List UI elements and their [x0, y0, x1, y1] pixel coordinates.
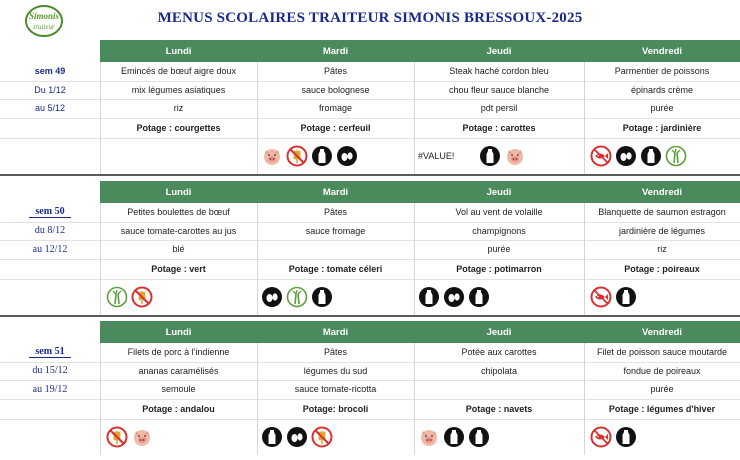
day-label: Jeudi [486, 326, 512, 338]
meal-cell [257, 81, 414, 100]
week-from [0, 81, 100, 100]
potage-blank [0, 399, 100, 420]
meal-cell [414, 240, 584, 259]
milk-icon [443, 426, 465, 448]
no-gluten-icon [106, 426, 128, 448]
column-divider [257, 203, 258, 315]
meal-cell [414, 62, 584, 81]
pig-icon [131, 426, 153, 448]
header-day-vendredi [584, 40, 740, 62]
day-label: Lundi [165, 186, 192, 198]
no-fish-icon [590, 426, 612, 448]
header-blank [0, 40, 100, 62]
potage-label: Potage : tomate céleri [288, 263, 383, 274]
meal-cell [100, 343, 257, 362]
pig-icon [418, 426, 440, 448]
day-label: Vendredi [641, 186, 683, 198]
meal-cell [100, 62, 257, 81]
allergen-cell [257, 138, 414, 174]
meal-item: ananas caramélisés [138, 365, 219, 376]
meal-cell [100, 222, 257, 241]
potage-cell [257, 259, 414, 280]
column-divider [414, 203, 415, 315]
meal-cell [257, 203, 414, 222]
meal-item: Blanquette de saumon estragon [598, 207, 726, 218]
header-day-jeudi [414, 181, 585, 203]
meal-item: Emincés de bœuf aigre doux [120, 66, 237, 77]
week-to [0, 240, 100, 259]
meal-item: Steak haché cordon bleu [449, 66, 549, 77]
pig-icon [261, 145, 283, 167]
week-from [0, 362, 100, 381]
meal-cell [584, 62, 740, 81]
icons-blank [0, 138, 100, 174]
week-text: du 8/12 [34, 225, 66, 237]
week-text: au 19/12 [32, 383, 68, 395]
svg-text:Simonis: Simonis [28, 11, 60, 21]
header-day-lundi [100, 181, 258, 203]
day-label: Vendredi [641, 326, 683, 338]
milk-icon [418, 286, 440, 308]
milk-icon [640, 145, 662, 167]
week-to [0, 380, 100, 399]
week-from [0, 222, 100, 241]
column-divider [100, 62, 101, 174]
allergen-cell [414, 419, 584, 455]
potage-label: Potage : légumes d'hiver [608, 403, 716, 414]
meal-item: Pâtes [323, 207, 347, 218]
potage-label: Potage : jardinière [622, 122, 702, 133]
column-divider [584, 62, 585, 174]
meal-cell [257, 380, 414, 399]
meal-cell [257, 99, 414, 118]
potage-cell [257, 118, 414, 139]
meal-cell [257, 362, 414, 381]
meal-cell [584, 362, 740, 381]
week-text: au 5/12 [34, 103, 66, 114]
meal-cell [584, 240, 740, 259]
meal-item: Filets de porc à l'indienne [127, 347, 230, 358]
meal-cell [100, 203, 257, 222]
meal-cell [257, 222, 414, 241]
header-day-lundi [100, 40, 258, 62]
header-day-jeudi [414, 321, 585, 343]
week-text: sem 50 [29, 206, 70, 218]
meal-item: purée [487, 244, 511, 255]
week-text: Du 1/12 [34, 84, 66, 95]
potage-cell [584, 259, 740, 280]
header-day-lundi [100, 321, 258, 343]
meal-item: semoule [161, 384, 196, 395]
milk-icon [311, 145, 333, 167]
page-title: MENUS SCOLAIRES TRAITEUR SIMONIS BRESSOUX-2025 [157, 10, 583, 26]
meal-cell [414, 203, 584, 222]
meal-cell [100, 99, 257, 118]
grid-line [0, 174, 740, 176]
meal-item: sauce bolognese [301, 84, 370, 95]
pig-icon [504, 145, 526, 167]
no-fish-icon [590, 145, 612, 167]
meal-item: riz [657, 244, 667, 255]
potage-cell [100, 399, 257, 420]
meal-item: blé [172, 244, 185, 255]
potage-blank [0, 118, 100, 139]
celery-icon [286, 286, 308, 308]
week-label [0, 343, 100, 362]
cell-error-value: #VALUE! [418, 151, 455, 161]
meal-cell [257, 343, 414, 362]
meal-cell [584, 222, 740, 241]
week-to [0, 99, 100, 118]
header-day-jeudi [414, 40, 585, 62]
day-label: Lundi [165, 45, 192, 57]
meal-item: sauce fromage [305, 225, 366, 236]
meal-item: chipolata [480, 365, 518, 376]
meal-item: Vol au vent de volaille [455, 207, 543, 218]
meal-cell [584, 99, 740, 118]
day-label: Jeudi [486, 45, 512, 57]
header-day-vendredi [584, 181, 740, 203]
week-text: du 15/12 [32, 365, 68, 377]
potage-label: Potage : carottes [462, 122, 536, 133]
potage-label: Potage : andalou [142, 403, 215, 414]
week-label [0, 203, 100, 222]
meal-cell [414, 362, 584, 381]
header-day-mardi [257, 321, 415, 343]
meal-item: purée [650, 384, 674, 395]
meal-cell [100, 240, 257, 259]
meal-item: Pâtes [323, 347, 347, 358]
icons-blank [0, 419, 100, 455]
egg-icon [443, 286, 465, 308]
allergen-cell [584, 419, 740, 455]
potage-label: Potage : navets [465, 403, 533, 414]
allergen-cell [100, 419, 257, 455]
allergen-cell [257, 419, 414, 455]
icons-blank [0, 279, 100, 315]
week-text: au 12/12 [32, 243, 68, 255]
meal-item: sauce tomate-carottes au jus [120, 225, 237, 236]
potage-label: Potage : potimarron [456, 263, 542, 274]
header-day-vendredi [584, 321, 740, 343]
column-divider [584, 343, 585, 455]
meal-cell [584, 81, 740, 100]
meal-item: pdt persil [480, 103, 518, 114]
day-label: Mardi [322, 186, 349, 198]
week-label [0, 62, 100, 81]
allergen-cell [584, 279, 740, 315]
meal-item: chou fleur sauce blanche [448, 84, 550, 95]
meal-cell [584, 203, 740, 222]
allergen-cell [257, 279, 414, 315]
egg-icon [336, 145, 358, 167]
meal-cell [414, 222, 584, 241]
meal-item: épinards crème [630, 84, 694, 95]
column-divider [100, 343, 101, 455]
meal-item: riz [173, 103, 184, 114]
meal-cell [414, 380, 584, 399]
column-divider [584, 203, 585, 315]
column-divider [100, 203, 101, 315]
header-day-mardi [257, 40, 415, 62]
milk-icon [479, 145, 501, 167]
meal-cell [584, 380, 740, 399]
allergen-cell [414, 279, 584, 315]
meal-cell [257, 240, 414, 259]
column-divider [257, 62, 258, 174]
meal-item: Pâtes [323, 66, 347, 77]
milk-icon [615, 426, 637, 448]
potage-blank [0, 259, 100, 280]
day-label: Vendredi [641, 45, 683, 57]
meal-item: jardinière de légumes [618, 225, 706, 236]
milk-icon [468, 286, 490, 308]
no-gluten-icon [131, 286, 153, 308]
allergen-cell [100, 138, 257, 174]
meal-item: Parmentier de poissons [614, 66, 710, 77]
meal-cell [584, 343, 740, 362]
no-gluten-icon [311, 426, 333, 448]
menu-sheet [0, 40, 740, 460]
header-blank [0, 181, 100, 203]
meal-cell [414, 343, 584, 362]
week-text: sem 51 [29, 346, 70, 358]
milk-icon [311, 286, 333, 308]
celery-icon [665, 145, 687, 167]
potage-label: Potage: brocoli [302, 403, 369, 414]
meal-item: légumes du sud [303, 365, 368, 376]
potage-label: Potage : vert [151, 263, 206, 274]
meal-cell [100, 380, 257, 399]
no-gluten-icon [286, 145, 308, 167]
celery-icon [106, 286, 128, 308]
meal-item: Potée aux carottes [461, 347, 537, 358]
header-day-mardi [257, 181, 415, 203]
milk-icon [261, 426, 283, 448]
meal-item: purée [650, 103, 674, 114]
milk-icon [468, 426, 490, 448]
potage-cell [414, 399, 584, 420]
potage-cell [414, 118, 584, 139]
grid-line [0, 315, 740, 317]
allergen-cell [584, 138, 740, 174]
meal-item: Petites boulettes de bœuf [127, 207, 230, 218]
potage-cell [584, 118, 740, 139]
column-divider [414, 343, 415, 455]
egg-icon [615, 145, 637, 167]
day-label: Mardi [322, 326, 349, 338]
milk-icon [615, 286, 637, 308]
potage-label: Potage : poireaux [624, 263, 700, 274]
potage-cell [100, 118, 257, 139]
meal-cell [414, 81, 584, 100]
meal-cell [414, 99, 584, 118]
potage-cell [414, 259, 584, 280]
meal-cell [257, 62, 414, 81]
day-label: Lundi [165, 326, 192, 338]
allergen-cell [100, 279, 257, 315]
meal-item: fromage [318, 103, 353, 114]
week-text: sem 49 [34, 66, 66, 77]
svg-text:traiteur: traiteur [33, 23, 55, 31]
no-fish-icon [590, 286, 612, 308]
potage-cell [257, 399, 414, 420]
meal-cell [100, 81, 257, 100]
meal-item: champignons [472, 225, 526, 236]
meal-cell [100, 362, 257, 381]
meal-item: sauce tomate-ricotta [294, 384, 377, 395]
column-divider [257, 343, 258, 455]
allergen-cell [414, 138, 584, 174]
meal-item: mix légumes asiatiques [131, 84, 226, 95]
day-label: Mardi [322, 45, 349, 57]
potage-label: Potage : cerfeuil [300, 122, 371, 133]
header-blank [0, 321, 100, 343]
meal-item: fondue de poireaux [623, 365, 701, 376]
egg-icon [261, 286, 283, 308]
egg-icon [286, 426, 308, 448]
meal-item: Filet de poisson sauce moutarde [596, 347, 728, 358]
column-divider [414, 62, 415, 174]
potage-cell [100, 259, 257, 280]
potage-label: Potage : courgettes [136, 122, 221, 133]
day-label: Jeudi [486, 186, 512, 198]
potage-cell [584, 399, 740, 420]
